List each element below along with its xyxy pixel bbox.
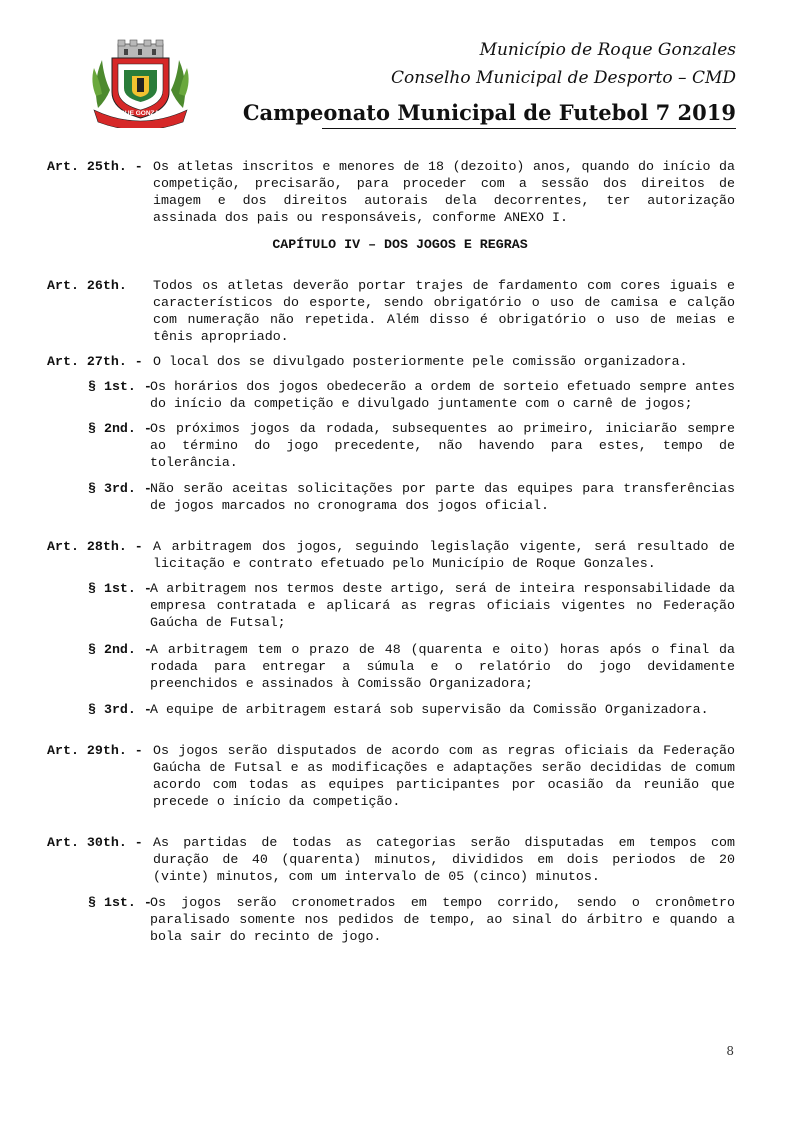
article-text: As partidas de todas as categorias serão disputadas em tempos com duração de 40 (quarenta) minutos, divididos em dois periodos de 20 (vinte) minutos, com um intervalo de 05 (cinco) minutos. bbox=[153, 835, 735, 884]
header-championship-title: Campeonato Municipal de Futebol 7 2019 bbox=[242, 100, 736, 125]
article-text: Os atletas inscritos e menores de 18 (dezoito) anos, quando do início da competição, precisarão, para proceder com a sessão dos direitos de imagem e dos direitos autorais dela decorrentes, ter autorização assinada dos pais ou responsáveis, conforme ANEXO I. bbox=[153, 159, 735, 225]
article-27-paragraph-2 bbox=[88, 420, 735, 471]
paragraph-label: § 2nd. - bbox=[88, 421, 152, 436]
paragraph-text: Não serão aceitas solicitações por parte das equipes para transferências de jogos marcados no cronograma dos jogos oficial. bbox=[150, 481, 735, 513]
article-label: Art. 25th. - bbox=[47, 159, 143, 174]
article-25 bbox=[47, 158, 735, 226]
article-label: Art. 27th. - bbox=[47, 354, 143, 369]
header-rule bbox=[322, 128, 736, 129]
article-28 bbox=[47, 538, 735, 572]
article-27-paragraph-3 bbox=[88, 480, 735, 514]
page-number: 8 bbox=[726, 1044, 734, 1058]
article-27-paragraph-1 bbox=[88, 378, 735, 412]
header-municipality: Município de Roque Gonzales bbox=[479, 40, 736, 60]
logo-banner-text: ROQUE GONZALES bbox=[110, 110, 172, 117]
article-label: Art. 28th. - bbox=[47, 539, 143, 554]
paragraph-text: A equipe de arbitragem estará sob supervisão da Comissão Organizadora. bbox=[150, 702, 709, 717]
article-29 bbox=[47, 742, 735, 810]
paragraph-text: Os próximos jogos da rodada, subsequentes ao primeiro, iniciarão sempre ao término do jogo precedente, não havendo para estes, tempo de tolerância. bbox=[150, 421, 735, 470]
article-text: O local dos se divulgado posteriormente pele comissão organizadora. bbox=[153, 354, 688, 369]
article-28-paragraph-2 bbox=[88, 641, 735, 692]
article-label: Art. 29th. - bbox=[47, 743, 143, 758]
article-text: Os jogos serão disputados de acordo com as regras oficiais da Federação Gaúcha de Futsal e as modificações e adaptações serão decididas de comum acordo com todas as equipes participantes por ocasião da reunião que precede o início da competição. bbox=[153, 743, 735, 809]
paragraph-label: § 1st. - bbox=[88, 581, 152, 596]
article-label: Art. 26th. bbox=[47, 278, 127, 293]
paragraph-text: A arbitragem tem o prazo de 48 (quarenta e oito) horas após o final da rodada para entregar a súmula e o relatório do jogo devidamente preenchidos e assinados à Comissão Organizadora; bbox=[150, 642, 735, 691]
article-text: Todos os atletas deverão portar trajes de fardamento com cores iguais e característicos do esporte, sendo obrigatório o uso de camisa e calção com numeração não repetida. Além disso é obrigatório o uso de meias e tênis apropriado. bbox=[153, 278, 735, 344]
paragraph-label: § 1st. - bbox=[88, 895, 152, 910]
paragraph-text: Os horários dos jogos obedecerão a ordem de sorteio efetuado sempre antes do início da competição e divulgado juntamente com o carnê de jogos; bbox=[150, 379, 735, 411]
paragraph-text: Os jogos serão cronometrados em tempo corrido, sendo o cronômetro paralisado somente nos pedidos de tempo, ao sinal do árbitro e quando a bola sair do recinto de jogo. bbox=[150, 895, 735, 944]
article-30-paragraph-1 bbox=[88, 894, 735, 945]
article-label: Art. 30th. - bbox=[47, 835, 143, 850]
paragraph-label: § 3rd. - bbox=[88, 481, 152, 496]
header-council: Conselho Municipal de Desporto – CMD bbox=[391, 68, 736, 88]
article-28-paragraph-3 bbox=[88, 701, 735, 718]
article-text: A arbitragem dos jogos, seguindo legislação vigente, será resultado de licitação e contrato efetuado pelo Município de Roque Gonzales. bbox=[153, 539, 735, 571]
paragraph-label: § 1st. - bbox=[88, 379, 152, 394]
paragraph-label: § 2nd. - bbox=[88, 642, 152, 657]
chapter-heading: CAPÍTULO IV – DOS JOGOS E REGRAS bbox=[272, 237, 528, 252]
article-28-paragraph-1 bbox=[88, 580, 735, 631]
article-26 bbox=[47, 277, 735, 345]
article-30 bbox=[47, 834, 735, 885]
paragraph-text: A arbitragem nos termos deste artigo, será de inteira responsabilidade da empresa contratada e aplicará as regras oficiais vigentes no Federação Gaúcha de Futsal; bbox=[150, 581, 735, 630]
article-27 bbox=[47, 353, 735, 370]
paragraph-label: § 3rd. - bbox=[88, 702, 152, 717]
